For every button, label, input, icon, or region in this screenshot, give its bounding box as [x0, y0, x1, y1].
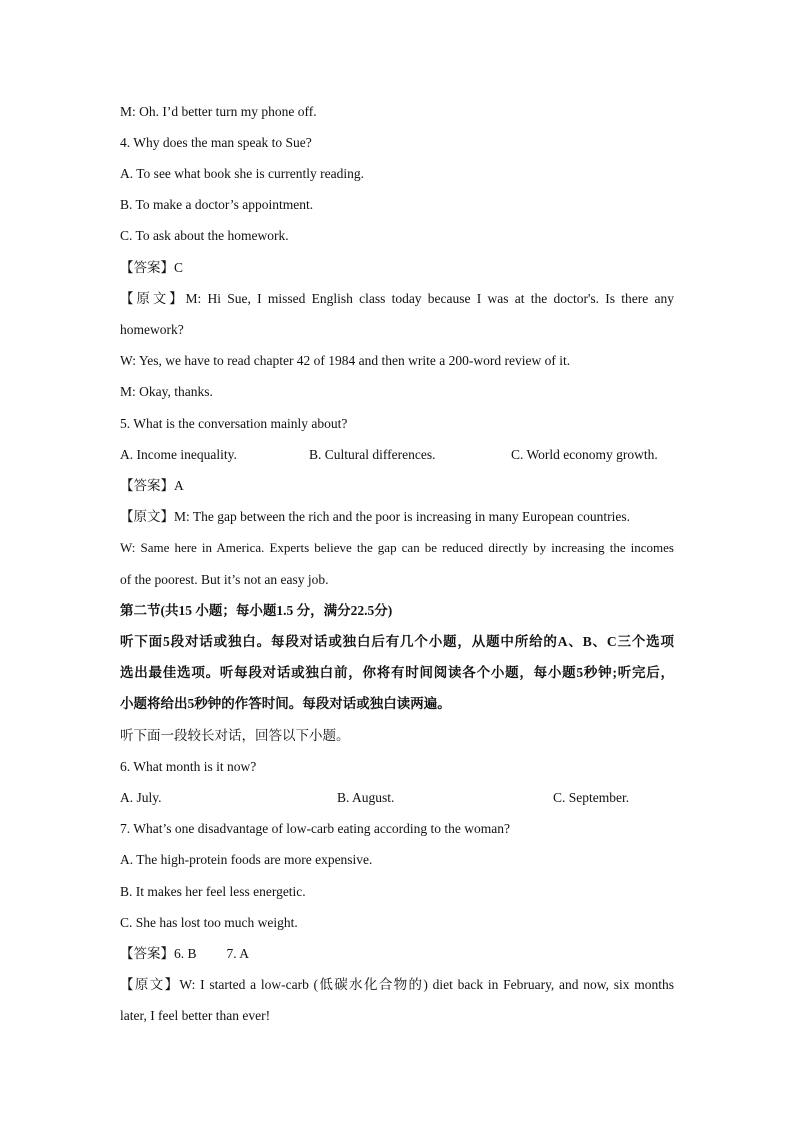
option-6c: C. September. — [553, 790, 630, 805]
option-4c: C. To ask about the homework. — [120, 228, 289, 243]
option-7c: C. She has lost too much weight. — [120, 915, 298, 930]
option-6a: A. July. — [120, 790, 162, 805]
instruction-line4: 听下面一段较长对话，回答以下小题。 — [120, 728, 350, 743]
answer-6: 【答案】6. B — [120, 946, 197, 961]
option-5a: A. Income inequality. — [120, 447, 237, 462]
instruction-line3: 小题将给出5秒钟的作答时间。每段对话或独白读两遍。 — [120, 696, 451, 711]
instruction-line1: 听下面5段对话或独白。每段对话或独白后有几个小题，从题中所给的A、B、C三个选项 — [120, 634, 674, 649]
transcript-4-line1: 【原文】M: Hi Sue, I missed English class today because I was at the doctor's. Is there any — [120, 291, 674, 306]
answer-4: 【答案】C — [120, 260, 184, 275]
option-5c: C. World economy growth. — [511, 447, 658, 462]
section-2-heading: 第二节(共15 小题；每小题1.5 分，满分22.5分) — [120, 603, 393, 618]
instruction-line2: 选出最佳选项。听每段对话或独白前，你将有时间阅读各个小题，每小题5秒钟;听完后， — [120, 665, 674, 680]
transcript-4-line2: homework? — [120, 322, 184, 337]
question-5: 5. What is the conversation mainly about? — [120, 416, 348, 431]
option-7b: B. It makes her feel less energetic. — [120, 884, 306, 899]
transcript-5-line3: of the poorest. But it’s not an easy job. — [120, 572, 329, 587]
transcript-6-7-line1: 【原文】W: I started a low-carb (低碳水化合物的) diet back in February, and now, six months — [120, 977, 674, 992]
option-5b: B. Cultural differences. — [309, 447, 436, 462]
dialogue-line: M: Oh. I’d better turn my phone off. — [120, 104, 317, 119]
answer-5: 【答案】A — [120, 478, 184, 493]
transcript-5-line2: W: Same here in America. Experts believe the gap can be reduced directly by increasing the incomes — [120, 540, 674, 555]
answer-7: 7. A — [226, 946, 250, 961]
option-7a: A. The high-protein foods are more expensive. — [120, 852, 373, 867]
option-6b: B. August. — [337, 790, 395, 805]
option-4a: A. To see what book she is currently reading. — [120, 166, 364, 181]
question-4: 4. Why does the man speak to Sue? — [120, 135, 312, 150]
transcript-4-line3: W: Yes, we have to read chapter 42 of 1984 and then write a 200-word review of it. — [120, 353, 571, 368]
transcript-5-line1: 【原文】M: The gap between the rich and the poor is increasing in many European countries. — [120, 509, 630, 524]
question-6: 6. What month is it now? — [120, 759, 257, 774]
answer-6-7 — [120, 945, 249, 963]
question-7: 7. What’s one disadvantage of low-carb eating according to the woman? — [120, 821, 510, 836]
option-4b: B. To make a doctor’s appointment. — [120, 197, 314, 212]
transcript-4-line4: M: Okay, thanks. — [120, 384, 213, 399]
transcript-6-7-line2: later, I feel better than ever! — [120, 1008, 271, 1023]
